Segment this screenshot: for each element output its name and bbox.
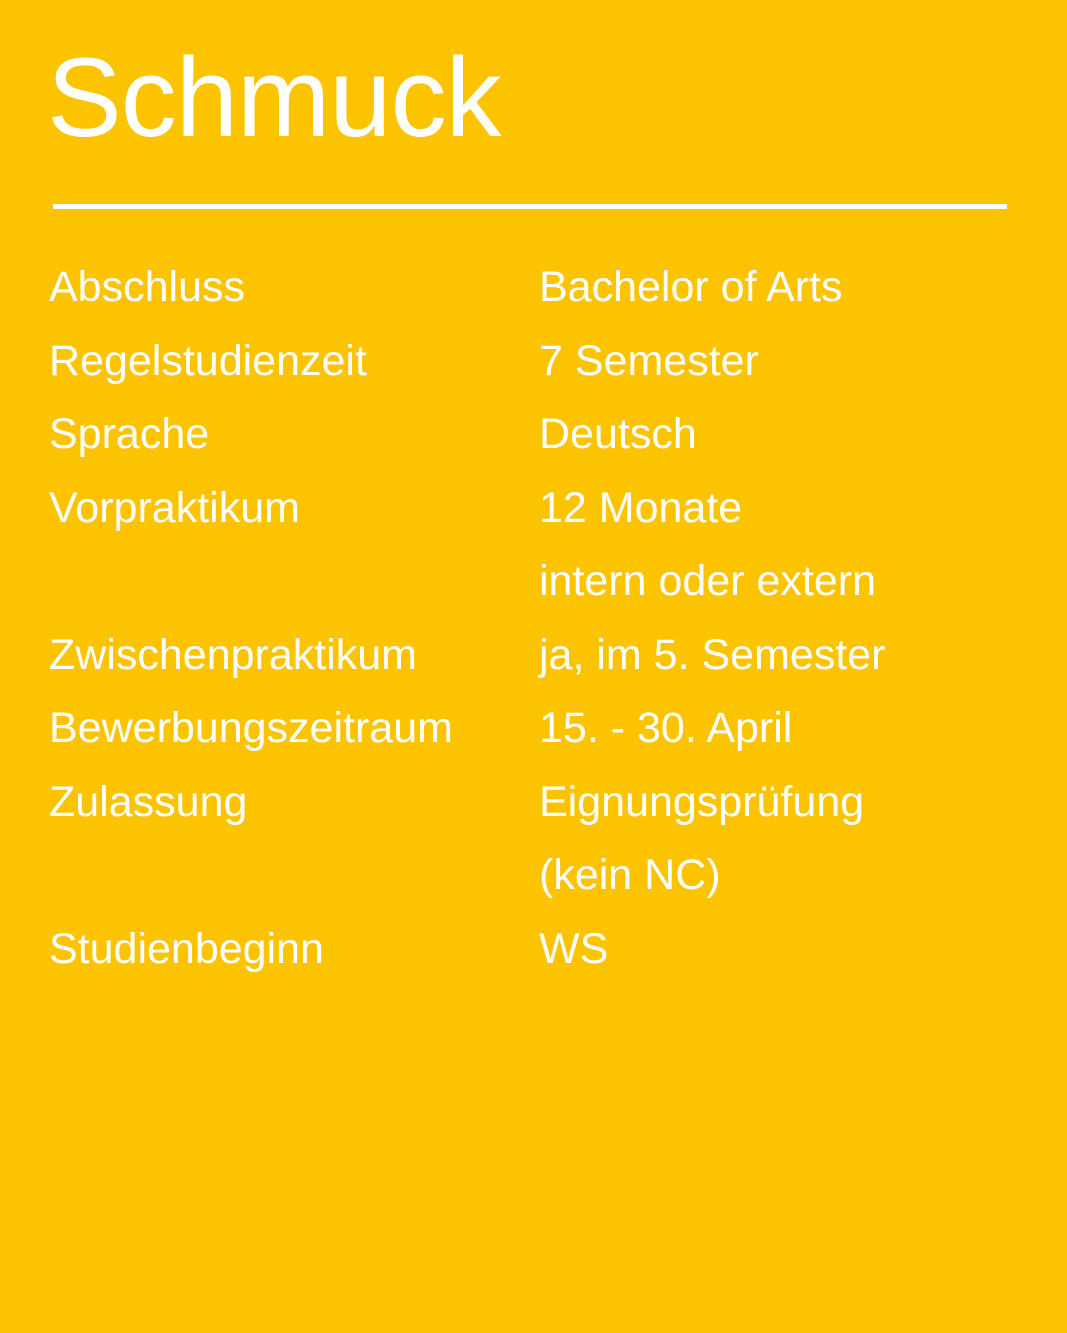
info-row-zwischenpraktikum bbox=[49, 619, 1009, 693]
page-title: Schmuck bbox=[47, 35, 501, 160]
info-value: ja, im 5. Semester bbox=[539, 630, 886, 679]
info-value: intern oder extern bbox=[539, 557, 877, 605]
info-values bbox=[539, 766, 1009, 913]
info-row-regelstudienzeit bbox=[49, 325, 1009, 399]
info-values bbox=[539, 913, 1009, 987]
info-value: 12 Monate bbox=[539, 483, 743, 532]
info-row-studienbeginn bbox=[49, 913, 1009, 987]
info-label: Zwischenpraktikum bbox=[49, 630, 417, 679]
info-label: Zulassung bbox=[49, 777, 248, 826]
program-info-table bbox=[49, 251, 1009, 986]
info-row-zulassung bbox=[49, 766, 1009, 913]
info-values bbox=[539, 398, 1009, 472]
info-value: 7 Semester bbox=[539, 336, 759, 385]
info-row-vorpraktikum bbox=[49, 472, 1009, 619]
title-divider bbox=[53, 204, 1007, 209]
info-value: Bachelor of Arts bbox=[539, 263, 843, 311]
info-values bbox=[539, 325, 1009, 399]
info-row-bewerbungszeitraum bbox=[49, 692, 1009, 766]
info-row-abschluss bbox=[49, 251, 1009, 325]
info-label: Regelstudienzeit bbox=[49, 336, 367, 385]
info-values bbox=[539, 472, 1009, 619]
info-label: Sprache bbox=[49, 410, 210, 458]
info-values bbox=[539, 692, 1009, 766]
info-values bbox=[539, 251, 1009, 325]
info-label: Bewerbungszeitraum bbox=[49, 704, 453, 752]
info-value: (kein NC) bbox=[539, 851, 721, 899]
info-value: 15. - 30. April bbox=[539, 704, 793, 752]
info-value: Deutsch bbox=[539, 410, 697, 458]
info-label: Vorpraktikum bbox=[49, 483, 300, 532]
info-label: Abschluss bbox=[49, 263, 245, 311]
info-values bbox=[539, 619, 1009, 693]
info-value: WS bbox=[539, 924, 609, 973]
info-label: Studienbeginn bbox=[49, 924, 324, 973]
info-value: Eignungsprüfung bbox=[539, 777, 865, 826]
info-row-sprache bbox=[49, 398, 1009, 472]
